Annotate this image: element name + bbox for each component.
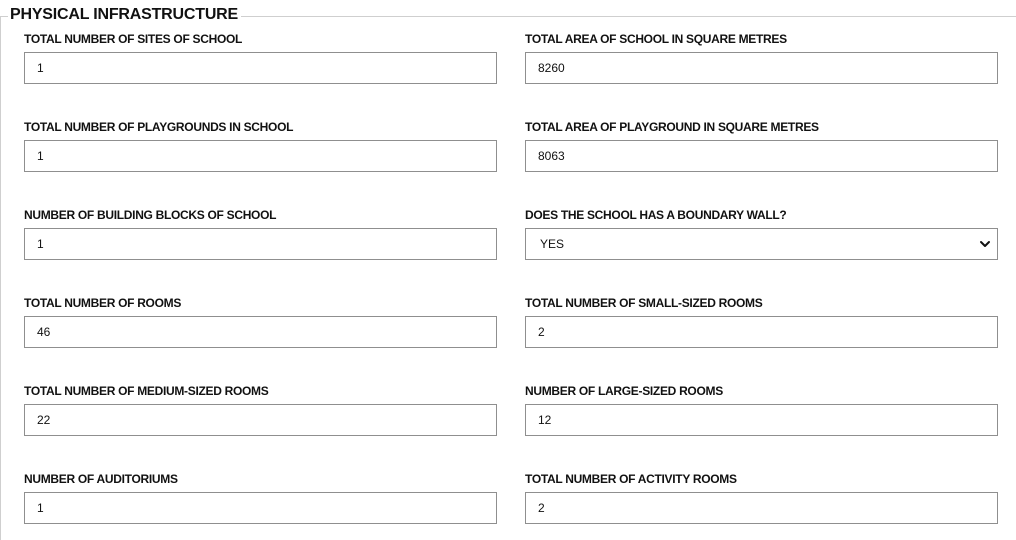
field-large-rooms [525, 384, 998, 436]
playgrounds-input[interactable] [24, 140, 497, 172]
playgrounds-label: TOTAL NUMBER OF PLAYGROUNDS IN SCHOOL [24, 120, 294, 134]
field-auditoriums [24, 472, 497, 524]
playground-area-label: TOTAL AREA OF PLAYGROUND IN SQUARE METRES [525, 120, 819, 134]
field-boundary-wall [525, 208, 998, 260]
boundary-wall-selected-value: YES [540, 237, 565, 251]
school-area-label: TOTAL AREA OF SCHOOL IN SQUARE METRES [525, 32, 787, 46]
field-playground-area [525, 120, 998, 172]
playground-area-input[interactable] [525, 140, 998, 172]
school-area-input[interactable] [525, 52, 998, 84]
section-title: PHYSICAL INFRASTRUCTURE [8, 4, 241, 26]
field-playgrounds [24, 120, 497, 172]
building-blocks-input[interactable] [24, 228, 497, 260]
rooms-label: TOTAL NUMBER OF ROOMS [24, 296, 182, 310]
small-rooms-input[interactable] [525, 316, 998, 348]
boundary-wall-label: DOES THE SCHOOL HAS A BOUNDARY WALL? [525, 208, 787, 222]
large-rooms-label: NUMBER OF LARGE-SIZED ROOMS [525, 384, 723, 398]
field-small-rooms [525, 296, 998, 348]
field-rooms [24, 296, 497, 348]
field-medium-rooms [24, 384, 497, 436]
rooms-input[interactable] [24, 316, 497, 348]
field-building-blocks [24, 208, 497, 260]
sites-input[interactable] [24, 52, 497, 84]
boundary-wall-select[interactable] [525, 228, 998, 260]
building-blocks-label: NUMBER OF BUILDING BLOCKS OF SCHOOL [24, 208, 277, 222]
field-activity-rooms [525, 472, 998, 524]
medium-rooms-input[interactable] [24, 404, 497, 436]
activity-rooms-input[interactable] [525, 492, 998, 524]
medium-rooms-label: TOTAL NUMBER OF MEDIUM-SIZED ROOMS [24, 384, 269, 398]
field-sites [24, 32, 497, 84]
small-rooms-label: TOTAL NUMBER OF SMALL-SIZED ROOMS [525, 296, 763, 310]
activity-rooms-label: TOTAL NUMBER OF ACTIVITY ROOMS [525, 472, 737, 486]
chevron-down-icon [979, 238, 991, 250]
auditoriums-input[interactable] [24, 492, 497, 524]
large-rooms-input[interactable] [525, 404, 998, 436]
sites-label: TOTAL NUMBER OF SITES OF SCHOOL [24, 32, 243, 46]
fieldset-border-left [0, 16, 1, 540]
auditoriums-label: NUMBER OF AUDITORIUMS [24, 472, 178, 486]
field-school-area [525, 32, 998, 84]
